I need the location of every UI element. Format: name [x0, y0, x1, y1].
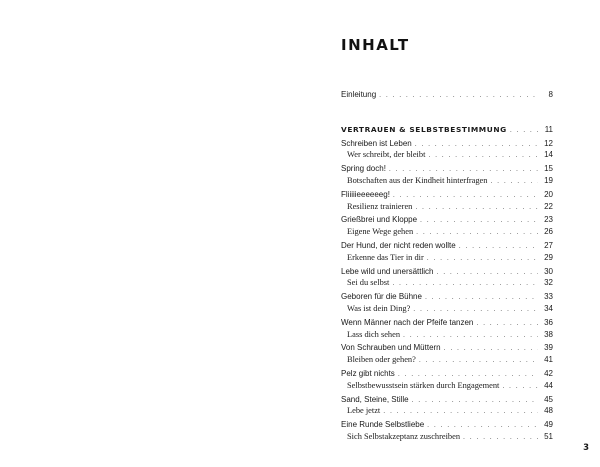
toc-subentry	[341, 405, 553, 417]
toc-entry-page: 8	[548, 90, 553, 99]
toc-entry-page: 14	[544, 150, 553, 160]
toc-entry-label: Geboren für die Bühne	[341, 292, 422, 302]
toc-entry	[341, 291, 553, 303]
toc-subentry	[341, 303, 553, 315]
toc-entry-label: Spring doch!	[341, 164, 386, 174]
toc-entry-label: Sand, Steine, Stille	[341, 394, 409, 404]
toc-group	[341, 342, 553, 366]
dot-leader	[428, 150, 538, 162]
toc-subentry	[341, 277, 553, 289]
toc-entry-page: 15	[544, 164, 553, 174]
toc-entry-label: Resilienz trainieren	[347, 201, 413, 211]
toc-entry-label: Einleitung	[341, 90, 377, 99]
toc-entry-label: Wer schreibt, der bleibt	[347, 150, 426, 160]
dot-leader	[419, 355, 538, 367]
toc-entry-label: Der Hund, der nicht reden wollte	[341, 240, 456, 250]
dot-leader	[415, 202, 538, 214]
toc-entry-page: 36	[544, 317, 553, 327]
toc-entry-page: 26	[544, 227, 553, 237]
toc-entry-label: Wenn Männer nach der Pfeife tanzen	[341, 317, 474, 327]
toc-subentry	[341, 252, 553, 264]
dot-leader	[416, 227, 538, 239]
toc-entry-page: 12	[544, 138, 553, 148]
toc-entry-label: Lebe wild und unersättlich	[341, 266, 434, 276]
toc-subentry	[341, 431, 553, 443]
toc-entry-label: Botschaften aus der Kindheit hinterfragen	[347, 175, 488, 185]
toc-entry-label: Von Schrauben und Müttern	[341, 343, 441, 353]
toc-group	[341, 394, 553, 418]
toc-entry-label: Lebe jetzt	[347, 406, 381, 416]
toc-entry	[341, 368, 553, 380]
dot-leader	[412, 395, 538, 407]
section-page: 11	[544, 124, 553, 134]
dot-leader	[420, 215, 538, 227]
page-number: 3	[583, 443, 589, 453]
dot-leader	[427, 253, 538, 265]
toc-entry	[341, 163, 553, 175]
dot-leader	[463, 432, 538, 444]
dot-leader	[490, 176, 538, 188]
toc-subentry	[341, 354, 553, 366]
dot-leader	[437, 267, 538, 279]
dot-leader	[444, 343, 538, 355]
dot-leader	[392, 278, 538, 290]
toc-entry-label: Sei du selbst	[347, 278, 390, 288]
toc-entry-page: 42	[544, 368, 553, 378]
table-of-contents	[341, 89, 553, 445]
toc-entry-intro	[341, 89, 553, 101]
toc-subentry	[341, 380, 553, 392]
toc-entry-label: Selbstbewusstsein stärken durch Engagement	[347, 380, 500, 390]
page-title: INHALT	[341, 36, 410, 54]
dot-leader	[403, 330, 538, 342]
dot-leader	[425, 292, 538, 304]
toc-entry-label: Eine Runde Selbstliebe	[341, 420, 425, 430]
toc-group	[341, 317, 553, 341]
toc-entry-label: Grießbrei und Kloppe	[341, 215, 418, 225]
dot-leader	[379, 90, 538, 102]
dot-leader	[476, 318, 538, 330]
toc-section-heading	[341, 124, 553, 136]
toc-group	[341, 138, 553, 162]
toc-entry	[341, 189, 553, 201]
toc-subentry	[341, 226, 553, 238]
toc-group	[341, 419, 553, 443]
toc-entry-page: 39	[544, 343, 553, 353]
toc-subentry	[341, 149, 553, 161]
toc-entry-page: 23	[544, 215, 553, 225]
toc-subentry	[341, 329, 553, 341]
dot-leader	[415, 139, 538, 151]
toc-entry-page: 29	[544, 252, 553, 262]
toc-group	[341, 189, 553, 213]
toc-entry-page: 51	[544, 431, 553, 441]
toc-entry	[341, 394, 553, 406]
toc-entry	[341, 317, 553, 329]
toc-group	[341, 291, 553, 315]
toc-entry	[341, 214, 553, 226]
dot-leader	[459, 241, 538, 253]
toc-entry-page: 41	[544, 355, 553, 365]
toc-group	[341, 214, 553, 238]
toc-subentry	[341, 175, 553, 187]
toc-entry-page: 33	[544, 292, 553, 302]
toc-entry-page: 48	[544, 406, 553, 416]
toc-entry	[341, 342, 553, 354]
toc-entry-page: 38	[544, 329, 553, 339]
toc-entry	[341, 266, 553, 278]
toc-entry-page: 19	[544, 175, 553, 185]
toc-entry	[341, 419, 553, 431]
toc-entry	[341, 138, 553, 150]
toc-entry-label: Erkenne das Tier in dir	[347, 252, 424, 262]
toc-entry-label: Eigene Wege gehen	[347, 227, 414, 237]
toc-group	[341, 368, 553, 392]
toc-entry-page: 27	[544, 240, 553, 250]
toc-entry-label: Fliiiiieeeeeeg!	[341, 189, 390, 199]
dot-leader	[510, 125, 538, 137]
toc-entry-page: 44	[544, 380, 553, 390]
dot-leader	[383, 406, 538, 418]
toc-entry-page: 32	[544, 278, 553, 288]
toc-entry-page: 22	[544, 201, 553, 211]
dot-leader	[502, 381, 538, 393]
toc-entry-page: 34	[544, 303, 553, 313]
toc-entry-label: Was ist dein Ding?	[347, 303, 411, 313]
toc-entry-page: 49	[544, 420, 553, 430]
section-label: VERTRAUEN & SELBSTBESTIMMUNG	[341, 124, 507, 134]
toc-entry	[341, 240, 553, 252]
toc-group	[341, 163, 553, 187]
toc-entry-page: 30	[544, 266, 553, 276]
toc-entry-label: Sich Selbstakzeptanz zuschreiben	[347, 431, 461, 441]
toc-entry-label: Pelz gibt nichts	[341, 368, 395, 378]
toc-entry-page: 20	[544, 189, 553, 199]
toc-group	[341, 240, 553, 264]
toc-entry-label: Bleiben oder gehen?	[347, 355, 416, 365]
toc-entry-label: Schreiben ist Leben	[341, 138, 412, 148]
dot-leader	[413, 304, 538, 316]
toc-entry-label: Lass dich sehen	[347, 329, 401, 339]
toc-entry-page: 45	[544, 394, 553, 404]
dot-leader	[393, 190, 538, 202]
toc-group	[341, 266, 553, 290]
toc-subentry	[341, 201, 553, 213]
